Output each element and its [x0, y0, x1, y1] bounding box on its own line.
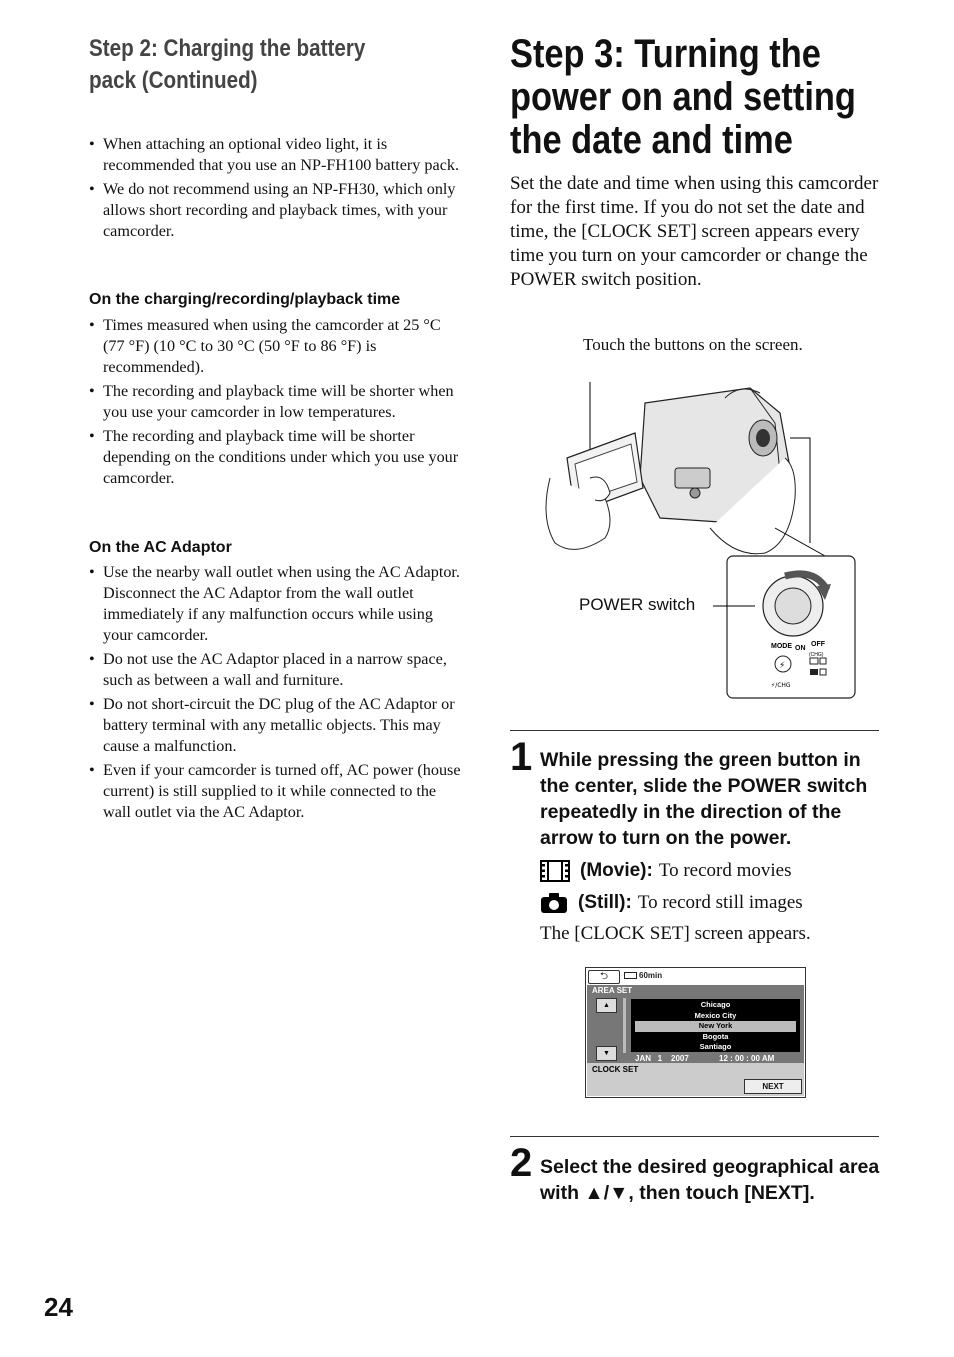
time-readout: 12 : 00 : 00 AM	[719, 1054, 775, 1063]
step2-number: 2	[510, 1141, 533, 1185]
step1-instruction: While pressing the green button in the center, slide the POWER switch repeatedly in the direction of the arrow to turn on the power.	[540, 749, 868, 849]
step1-divider	[510, 730, 879, 731]
camera-icon	[540, 892, 568, 914]
movie-label: (Movie):	[580, 860, 653, 881]
still-label: (Still):	[578, 892, 632, 913]
lcd-content-area	[587, 985, 804, 1096]
switch-mode-label: MODE	[771, 643, 792, 650]
intro-paragraph: Set the date and time when using this camcorder for the first time. If you do not set the date and time, the [CLOCK SET] screen appears every time you turn on your camcorder or change the POWER switch position.	[510, 173, 879, 290]
top-bullet-list	[89, 134, 464, 245]
step2-divider	[510, 1136, 879, 1137]
switch-flash-label: ⚡/CHG	[771, 682, 791, 689]
selected-list-item[interactable]: New York	[635, 1021, 796, 1032]
camcorder-illustration	[535, 378, 865, 703]
movie-description: To record movies	[658, 860, 792, 881]
next-button[interactable]: NEXT	[744, 1079, 802, 1094]
battery-icon	[624, 972, 637, 979]
step1-number: 1	[510, 735, 533, 779]
list-item: • The recording and playback time will be shorter depending on the conditions under which you use your camcorder.	[89, 426, 464, 489]
still-description: To record still images	[637, 892, 803, 913]
clock-set-appears-text: The [CLOCK SET] screen appears.	[540, 923, 811, 944]
power-switch-caption: POWER switch	[579, 595, 696, 614]
list-item: • Do not short-circuit the DC plug of the AC Adaptor or battery terminal with any metallic objects. This may cause a malfunction.	[89, 694, 464, 757]
list-item: • Even if your camcorder is turned off, AC power (house current) is still supplied to it while connected to the wall outlet via the AC Adaptor.	[89, 760, 464, 823]
lcd-clock-set-screen	[585, 967, 806, 1098]
return-icon: ⮌	[599, 971, 608, 982]
page-number: 24	[44, 1292, 73, 1322]
list-item[interactable]: Mexico City	[694, 1010, 737, 1020]
date-readout: JAN 1 2007	[635, 1054, 689, 1063]
down-arrow-icon: ▼	[603, 1049, 610, 1057]
up-arrow-icon: ▲	[603, 1001, 610, 1009]
step2-instruction: Select the desired geographical area with ▲/▼, then touch [NEXT].	[540, 1156, 880, 1204]
list-item[interactable]: Bogota	[702, 1031, 729, 1041]
switch-on-label: ON	[795, 645, 806, 652]
switch-off-label: OFF	[811, 641, 825, 648]
list-item[interactable]: Santiago	[699, 1042, 732, 1051]
list-item: • Do not use the AC Adaptor placed in a narrow space, such as between a wall and furniture.	[89, 649, 464, 691]
list-item: • Use the nearby wall outlet when using the AC Adaptor. Disconnect the AC Adaptor from the wall outlet immediately if any malfunction occurs while using your camcorder.	[89, 562, 464, 646]
list-item: • Times measured when using the camcorder at 25 °C (77 °F) (10 °C to 30 °C (50 °F to 86 °F) is recommended).	[89, 315, 464, 378]
page-title: Step 3: Turning the power on and setting the date and time	[510, 32, 856, 162]
movie-mode-row	[540, 859, 792, 883]
svg-text:⚡: ⚡	[779, 661, 786, 671]
continued-section-title: Step 2: Charging the battery pack (Continued)	[89, 35, 366, 94]
charging-time-heading: On the charging/recording/playback time	[89, 291, 401, 308]
ac-adaptor-bullets	[89, 562, 464, 826]
city-list	[631, 999, 800, 1052]
clock-set-label: CLOCK SET	[592, 1065, 639, 1074]
scrollbar[interactable]	[623, 998, 626, 1053]
list-item: • The recording and playback time will be shorter when you use your camcorder in low temperatures.	[89, 381, 464, 423]
back-button[interactable]	[588, 970, 620, 984]
battery-remaining: 60min	[624, 971, 662, 980]
area-down-button[interactable]	[596, 1046, 617, 1061]
switch-chg-label: (CHG)	[809, 652, 824, 658]
area-up-button[interactable]	[596, 998, 617, 1013]
list-item[interactable]: Chicago	[700, 1000, 731, 1009]
touch-buttons-caption: Touch the buttons on the screen.	[583, 335, 803, 354]
list-item: • When attaching an optional video light, it is recommended that you use an NP-FH100 battery pack.	[89, 134, 464, 176]
list-item: • We do not recommend using an NP-FH30, which only allows short recording and playback times, with your camcorder.	[89, 179, 464, 242]
movie-icon	[540, 860, 570, 882]
ac-adaptor-heading: On the AC Adaptor	[89, 539, 232, 556]
area-set-label: AREA SET	[592, 986, 633, 995]
charging-time-bullets	[89, 315, 464, 492]
still-mode-row	[540, 891, 803, 915]
